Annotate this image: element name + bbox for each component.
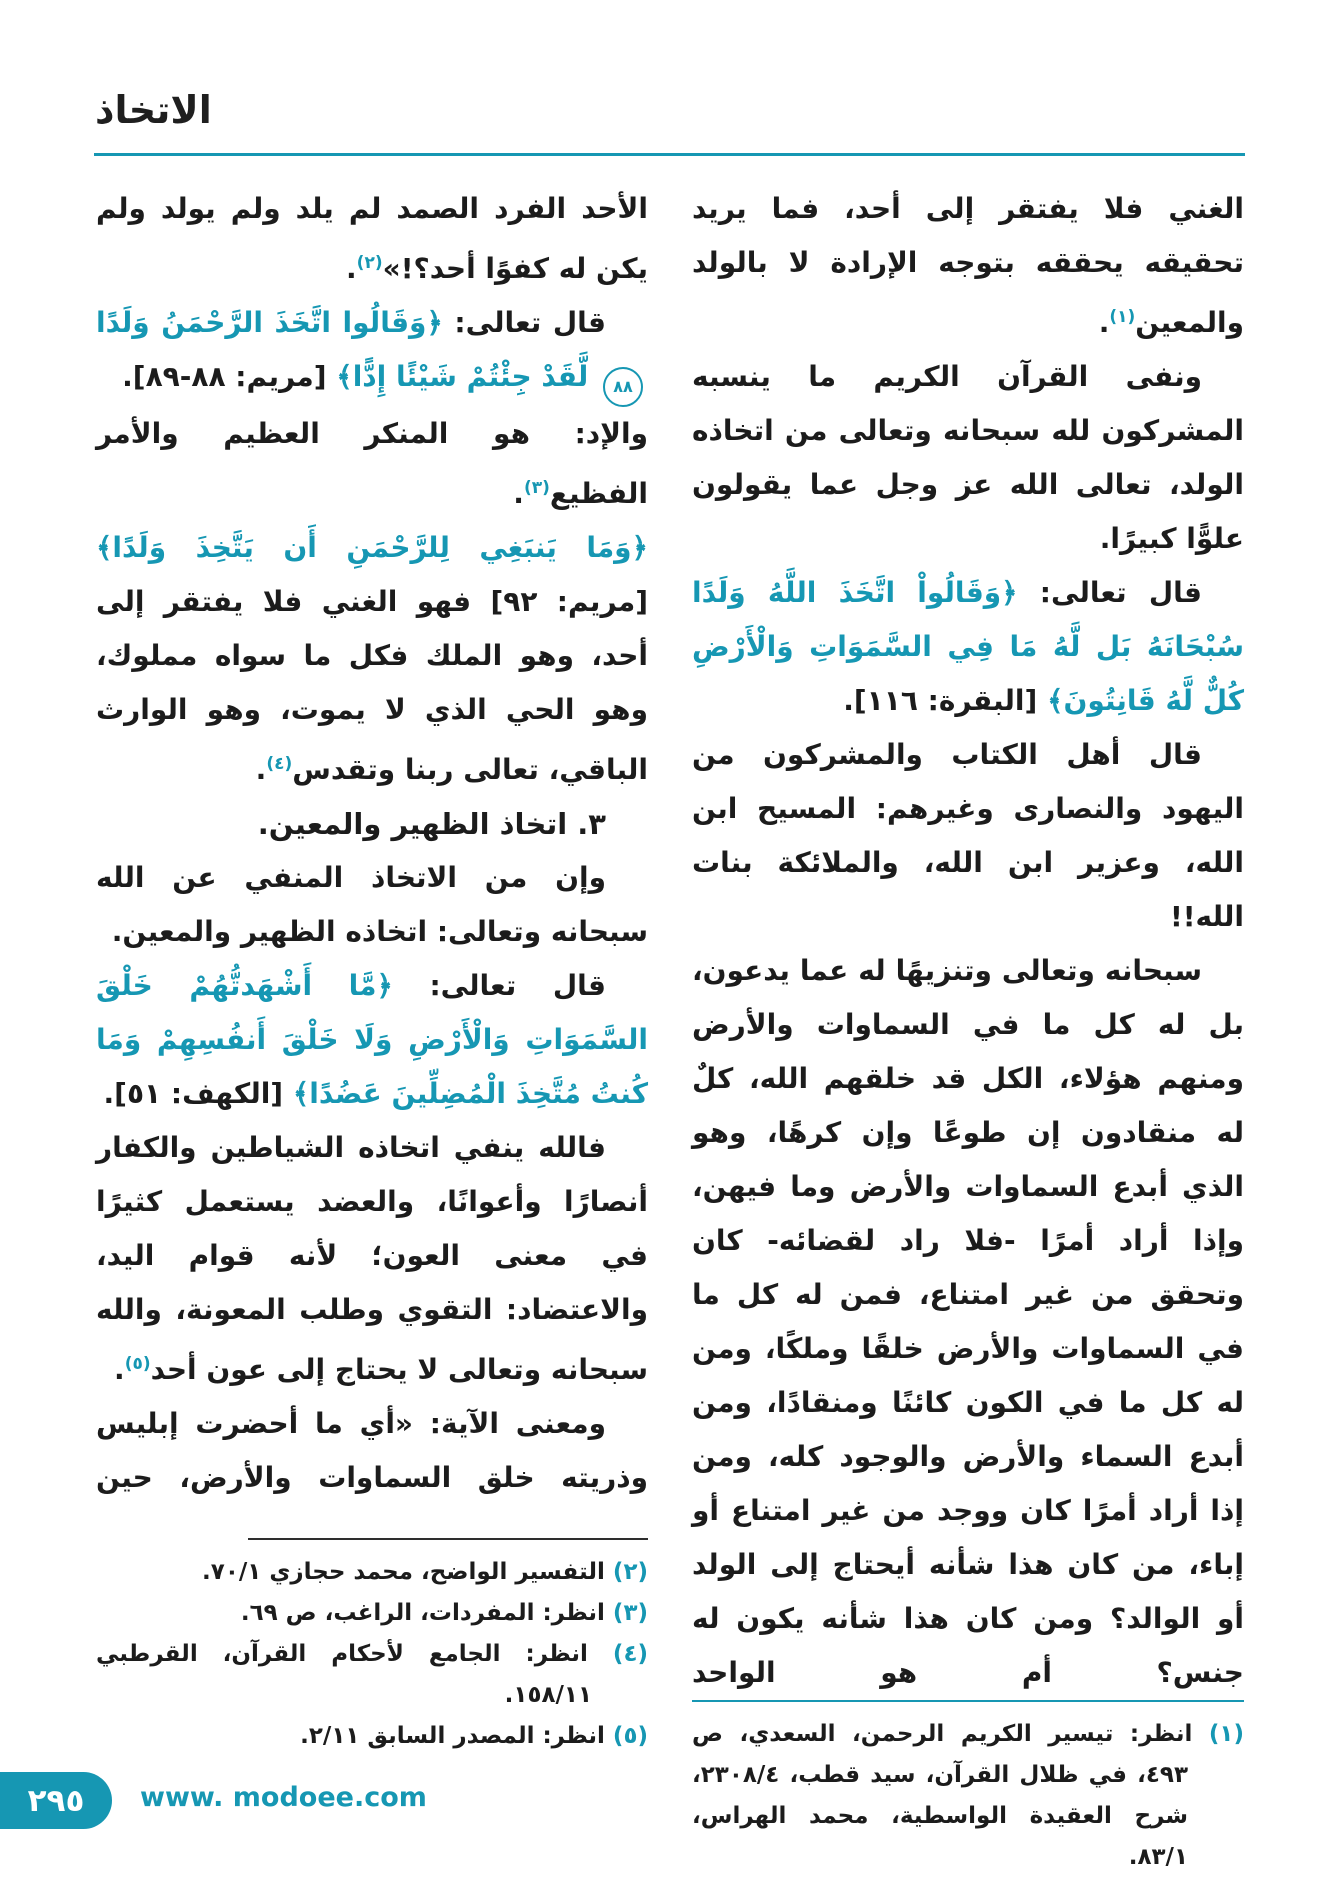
paragraph bbox=[692, 944, 1244, 1700]
paragraph bbox=[692, 182, 1244, 350]
footnote-text: انظر: الجامع لأحكام القرآن، القرطبي ١٥٨/١١. bbox=[96, 1641, 592, 1708]
paragraph bbox=[96, 296, 648, 407]
page-title: الاتخاذ bbox=[95, 88, 212, 132]
footnote-text: التفسير الواضح، محمد حجازي ٧٠/١. bbox=[202, 1559, 605, 1585]
text-run: . bbox=[114, 1353, 125, 1386]
text-run: ٣. اتخاذ الظهير والمعين. bbox=[257, 807, 606, 841]
text-run: [مريم: ٨٨-٨٩]. bbox=[122, 360, 337, 393]
paragraph bbox=[96, 851, 648, 959]
footnote-marker: (١) bbox=[1192, 1721, 1244, 1747]
text-run: قال تعالى: bbox=[1017, 576, 1202, 609]
quran-verse: ﴿وَقَالُوا اتَّخَذَ الرَّحْمَنُ وَلَدًا bbox=[96, 306, 443, 339]
text-run: ومعنى الآية: «أي ما أحضرت إبليس وذريته خلق السماوات والأرض، حين bbox=[96, 1407, 648, 1494]
footnote-marker: (٤) bbox=[587, 1641, 648, 1667]
text-run: [البقرة: ١١٦]. bbox=[843, 684, 1048, 717]
text-run: قال تعالى: bbox=[392, 969, 606, 1002]
quran-verse: ﴿وَقَالُواْ اتَّخَذَ اللَّهُ وَلَدًا سُبْحَانَهُ بَل لَّهُ مَا فِي السَّمَوَاتِ وَالْأَرْضِ كُلٌّ لَّهُ قَانِتُونَ﴾ bbox=[692, 576, 1244, 717]
text-run: [مريم: ٩٢] فهو الغني فلا يفتقر إلى أحد، وهو الملك فكل ما سواه مملوك، وهو الحي الذي لا يموت، وهو الوارث الباقي، تعالى ربنا وتقدس bbox=[96, 585, 648, 786]
footnote-separator bbox=[248, 1538, 648, 1540]
footnote bbox=[96, 1552, 648, 1593]
text-run: ونفى القرآن الكريم ما ينسبه المشركون لله سبحانه وتعالى من اتخاذه الولد، تعالى الله عز وجل عما يقولون علوًّا كبيرًا. bbox=[692, 360, 1244, 555]
footnote-list bbox=[96, 1552, 648, 1757]
footnote-reference: (٤) bbox=[266, 754, 293, 774]
page-number-badge bbox=[0, 1772, 112, 1829]
paragraph bbox=[96, 1121, 648, 1397]
paragraph bbox=[96, 1397, 648, 1505]
right-column bbox=[692, 182, 1244, 1870]
text-run: [الكهف: ٥١]. bbox=[103, 1077, 293, 1110]
text-run: سبحانه وتعالى وتنزيهًا له عما يدعون، بل له كل ما في السماوات والأرض ومنهم هؤلاء، الكل قد خلقهم الله، كلٌ له منقادون إن طوعًا وإن كرهًا، وهو الذي أبدع السماوات والأرض وما فيهن، وإذا أراد أمرًا -فلا راد لقضائه- كان وتحقق من غير امتناع، فمن له كل ما في السماوات والأرض خلقًا وملكًا، ومن له كل ما في الكون كائنًا ومنقادًا، ومن أبدع السماء والأرض والوجود كله، ومن إذا أراد أمرًا كان ووجد من غير امتناع أو إباء، من كان هذا شأنه أيحتاج إلى الولد أو الوالد؟ ومن كان هذا شأنه يكون له جنس؟ أم هو الواحد bbox=[692, 954, 1244, 1689]
ayah-number-ornament: ٨٨ bbox=[603, 367, 643, 407]
paragraph bbox=[96, 521, 648, 797]
right-column-paragraphs bbox=[692, 182, 1244, 1700]
text-run: والإد: هو المنكر العظيم والأمر الفظيع bbox=[96, 417, 648, 510]
quran-verse: ﴿وَمَا يَنبَغِي لِلرَّحْمَنِ أَن يَتَّخِذَ وَلَدًا﴾ bbox=[96, 531, 648, 564]
paragraph bbox=[692, 566, 1244, 728]
text-run: قال تعالى: bbox=[442, 306, 607, 339]
text-run: وإن من الاتخاذ المنفي عن الله سبحانه وتعالى: اتخاذه الظهير والمعين. bbox=[96, 861, 648, 948]
footnote-marker: (٢) bbox=[604, 1559, 648, 1585]
paragraph bbox=[96, 182, 648, 296]
page-number: ٢٩٥ bbox=[27, 1782, 85, 1819]
quran-verse: ﴿مَّا أَشْهَدتُّهُمْ خَلْقَ السَّمَوَاتِ وَالْأَرْضِ وَلَا خَلْقَ أَنفُسِهِمْ وَمَا كُنتُ مُتَّخِذَ الْمُضِلِّينَ عَضُدًا﴾ bbox=[96, 969, 648, 1110]
text-run: فالله ينفي اتخاذه الشياطين والكفار أنصارًا وأعوانًا، والعضد يستعمل كثيرًا في معنى العون؛ لأنه قوام اليد، والاعتضاد: التقوي وطلب المعونة، والله سبحانه وتعالى لا يحتاج إلى عون أحد bbox=[96, 1131, 648, 1386]
footnote-reference: (٢) bbox=[356, 253, 383, 273]
text-run: الأحد الفرد الصمد لم يلد ولم يولد ولم يكن له كفوًا أحد؟!» bbox=[96, 192, 648, 285]
footnote-reference: (٥) bbox=[124, 1354, 151, 1374]
footnote bbox=[96, 1593, 648, 1634]
quran-verse: لَّقَدْ جِئْتُمْ شَيْئًا إِدًّا﴾ bbox=[336, 360, 598, 393]
text-run: . bbox=[513, 477, 524, 510]
text-run: . bbox=[346, 252, 357, 285]
footnote-marker: (٣) bbox=[604, 1600, 648, 1626]
section-heading bbox=[96, 797, 648, 851]
footnote-separator bbox=[692, 1700, 1244, 1702]
footnote-marker: (٥) bbox=[604, 1723, 648, 1749]
paragraph bbox=[692, 350, 1244, 566]
left-column-paragraphs bbox=[96, 182, 648, 1505]
footnote-text: انظر: المصدر السابق ٢/١١. bbox=[300, 1723, 605, 1749]
footnote-text: انظر: المفردات، الراغب، ص ٦٩. bbox=[240, 1600, 605, 1626]
footnote bbox=[96, 1634, 648, 1716]
paragraph bbox=[96, 959, 648, 1121]
footnote-list bbox=[692, 1714, 1244, 1878]
paragraph bbox=[692, 728, 1244, 944]
left-column-footnotes bbox=[96, 1538, 648, 1757]
text-run: . bbox=[1098, 306, 1110, 339]
text-run: . bbox=[255, 753, 267, 786]
footnote bbox=[96, 1716, 648, 1757]
footnote-reference: (١) bbox=[1109, 307, 1136, 327]
text-run: قال أهل الكتاب والمشركون من اليهود والنصارى وغيرهم: المسيح ابن الله، وعزير ابن الله، والملائكة بنات الله!! bbox=[692, 738, 1244, 933]
footnote-reference: (٣) bbox=[523, 478, 550, 498]
website-url: www. modoee.com bbox=[140, 1782, 427, 1813]
footnote-text: انظر: تيسير الكريم الرحمن، السعدي، ص ٤٩٣، في ظلال القرآن، سيد قطب، ٢٣٠٨/٤، شرح العقيدة الواسطية، محمد الهراس، ٨٣/١. bbox=[692, 1721, 1193, 1870]
footnote bbox=[692, 1714, 1244, 1878]
left-column bbox=[96, 182, 648, 1757]
paragraph bbox=[96, 407, 648, 521]
right-column-footnotes bbox=[692, 1700, 1244, 1878]
text-run: الغني فلا يفتقر إلى أحد، فما يريد تحقيقه يحققه بتوجه الإرادة لا بالولد والمعين bbox=[692, 192, 1244, 339]
header-rule bbox=[94, 153, 1245, 156]
